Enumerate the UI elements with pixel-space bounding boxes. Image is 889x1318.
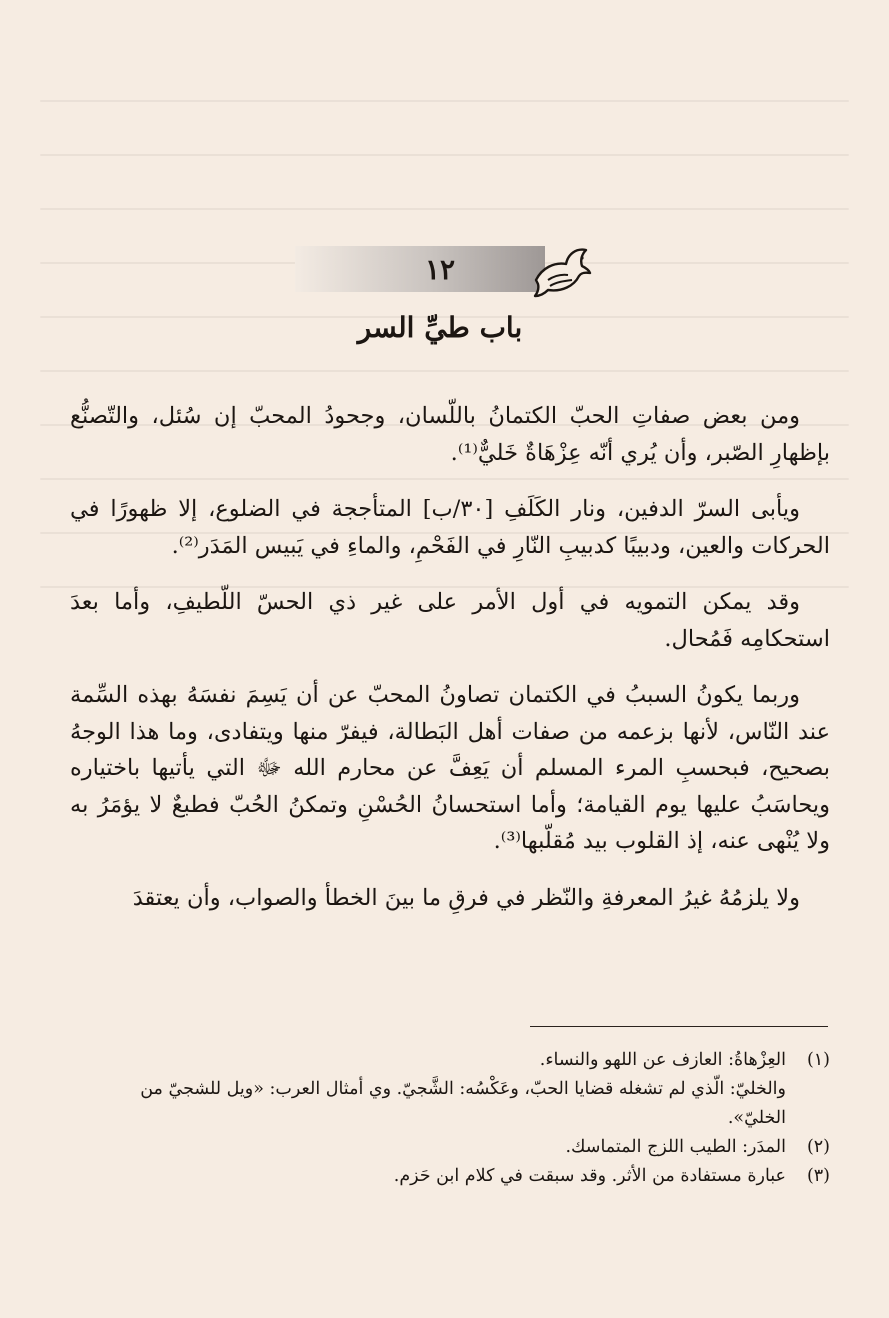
footnote-divider [530,1026,828,1027]
footnote-number: (٣) [806,1166,830,1186]
paragraph: وربما يكونُ السببُ في الكتمان تصاونُ المحبّ عن أن يَسِمَ نفسَهُ بهذه السِّمة عند النّاس، لأنها بزعمه من صفات أهل البَطالة، فيفرّ منها ويتفادى، وما هذا الوجهُ بصحيح، فبحسبِ المرء المسلم أن يَعِفَّ عن محارم الله ﷻ التي يأتيها باختياره ويحاسَبُ عليها يوم القيامة؛ وأما استحسانُ الحُسْنِ وتمكنُ الحُبّ فطبعٌ لا يؤمَرُ به ولا يُنْهى عنه، إذ القلوب بيد مُقلّبها⁽³⁾. [70,682,830,854]
paragraph: ويأبى السرّ الدفين، ونار الكَلَفِ [٣٠/ب] المتأججة في الضلوع، إلا ظهورًا في الحركات والعين، ودبيبًا كدبيبِ النّارِ في الفَحْمِ، والماءِ في يَبيس المَدَر⁽²⁾. [70,496,830,559]
footnote-continuation [90,1075,830,1133]
footnote-text: والخليّ: الّذي لم تشغله قضايا الحبّ، وعَكْسُه: الشَّجيّ. وي أمثال العرب: «ويل للشجيّ من الخليّ». [140,1079,786,1128]
chapter-title: باب طيِّ السر [357,311,523,344]
footnote [90,1046,830,1075]
footnotes [90,1046,830,1191]
paragraph: ومن بعض صفاتِ الحبّ الكتمانُ باللّسان، وجحودُ المحبّ إن سُئل، والتّصنُّع بإظهارِ الصّبر، وأن يُري أنّه عِزْهَاةٌ خَليٌّ⁽¹⁾. [70,403,830,466]
paragraph: ولا يلزمُهُ غيرُ المعرفةِ والنّظر في فرقِ ما بينَ الخطأ والصواب، وأن يعتقدَ [132,884,800,911]
footnote-number: (١) [806,1050,830,1070]
dove-icon [532,240,592,298]
footnote [90,1162,830,1191]
main-text [70,398,830,916]
footnote-text: عبارة مستفادة من الأثر. وقد سبقت في كلام ابن حَزم. [393,1166,786,1186]
chapter-number: ١٢ [424,253,456,286]
paragraph: وقد يمكن التمويه في أول الأمر على غير ذي الحسّ اللّطيفِ، وأما بعدَ استحكامِه فَمُحال. [70,589,830,652]
footnote-text: العِزْهاةُ: العازف عن اللهو والنساء. [539,1050,786,1070]
footnote [90,1133,830,1162]
footnote-number: (٢) [806,1137,830,1157]
footnote-text: المدَر: الطيب اللزج المتماسك. [565,1137,786,1157]
